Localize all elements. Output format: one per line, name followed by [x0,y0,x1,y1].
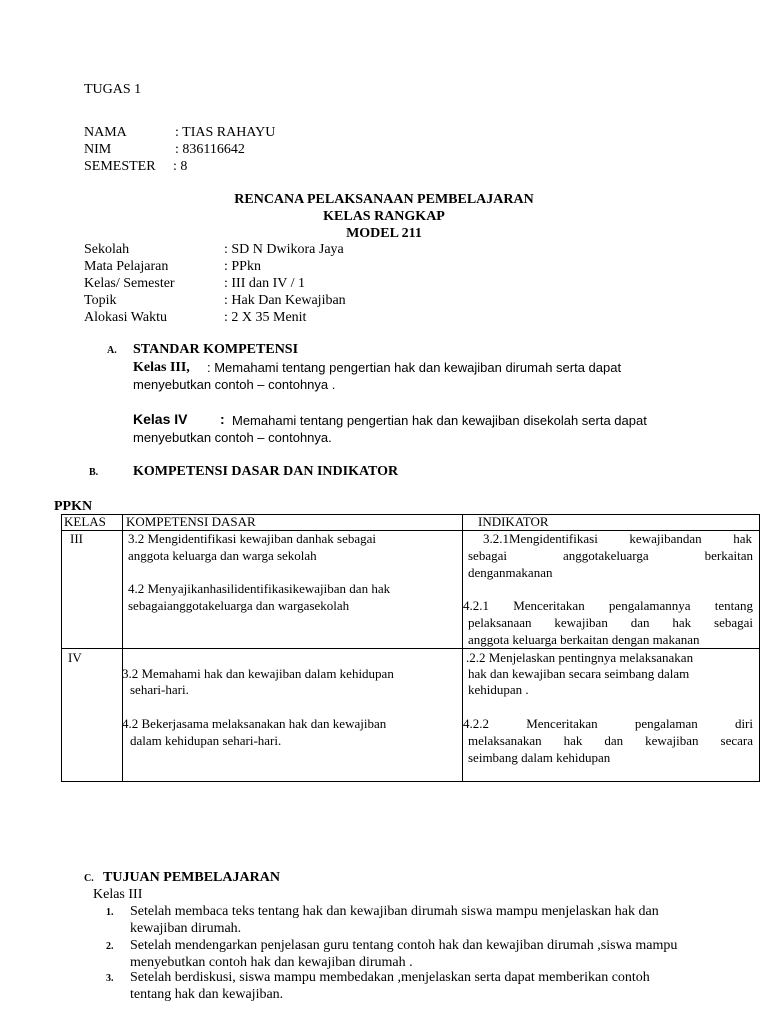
name-value: : TIAS RAHAYU [175,125,276,140]
list-text-cont: kewajiban dirumah. [130,921,242,936]
ind-text: pelaksanaan kewajiban dan hak sebagai [468,615,753,630]
section-b-heading: KOMPETENSI DASAR DAN INDIKATOR [133,464,399,479]
kelas4-colon: : [220,411,225,427]
ind-text: .2.2 Menjelaskan pentingnya melaksanakan [466,650,694,665]
info-value: : Hak Dan Kewajiban [224,293,346,308]
task-title: TUGAS 1 [84,82,142,97]
info-value: : 2 X 35 Menit [224,310,307,325]
kd-text: sehari-hari. [130,682,189,697]
kd-text: 3.2 Memahami hak dan kewajiban dalam kehidupan [122,666,394,681]
semester-label: SEMESTER [84,159,156,174]
table-header-kelas: KELAS [64,514,106,529]
info-label: Alokasi Waktu [84,310,167,325]
ind-text [483,531,752,547]
list-text: Setelah berdiskusi, siswa mampu membedakan ,menjelaskan serta dapat memberikan contoh [130,970,650,985]
ind-text-part: 3.2.1Mengidentifikasi kewajibandan hak [483,531,752,546]
section-c-kelas: Kelas III [93,887,143,902]
ind-text: anggota keluarga berkaitan dengan makanan [468,632,700,647]
list-number: 1. [106,907,114,918]
row-kelas: III [70,531,83,546]
ind-text: 4.2.1 Menceritakan pengalamannya tentang [463,598,753,613]
kelas3-text-cont: menyebutkan contoh – contohnya . [133,377,336,392]
info-label: Kelas/ Semester [84,276,175,291]
table-header-indikator: INDIKATOR [478,514,549,529]
doc-title-line2: KELAS RANGKAP [323,209,445,224]
nim-value: : 836116642 [175,142,245,157]
ind-text: kehidupan . [468,682,529,697]
info-label: Topik [84,293,117,308]
ind-text: denganmakanan [468,565,553,580]
kelas3-label: Kelas III, [133,360,190,375]
section-c-heading: TUJUAN PEMBELAJARAN [103,870,280,885]
list-text-cont: menyebutkan contoh hak dan kewajiban dirumah . [130,955,413,970]
subject-label: PPKN [54,499,93,514]
kd-text: dalam kehidupan sehari-hari. [130,733,282,748]
kd-text: 4.2 Bekerjasama melaksanakan hak dan kewajiban [122,716,387,731]
section-a-marker: A. [107,345,117,356]
ind-text: sebagai anggotakeluarga berkaitan [468,548,753,563]
info-label: Sekolah [84,242,130,257]
list-text-cont: tentang hak dan kewajiban. [130,987,284,1002]
list-text: Setelah mendengarkan penjelasan guru tentang contoh hak dan kewajiban dirumah ,siswa mampu [130,938,678,953]
info-value: : III dan IV / 1 [224,276,305,291]
info-value: : PPkn [224,259,261,274]
section-c-marker: C. [84,873,94,884]
ind-text: hak dan kewajiban secara seimbang dalam [468,666,690,681]
section-a-heading: STANDAR KOMPETENSI [133,342,299,357]
ind-text: seimbang dalam kehidupan [468,750,611,765]
kelas3-text: : Memahami tentang pengertian hak dan kewajiban dirumah serta dapat [207,360,622,375]
kd-text: 4.2 Menyajikanhasilidentifikasikewajiban dan hak [128,581,391,596]
list-number: 2. [106,941,114,952]
doc-title-line3: MODEL 211 [346,226,422,241]
semester-value: : 8 [173,159,188,174]
kd-text: sebagaianggotakeluarga dan wargasekolah [128,598,350,613]
name-label: NAMA [84,125,127,140]
list-number: 3. [106,973,114,984]
nim-label: NIM [84,142,112,157]
info-value: : SD N Dwikora Jaya [224,242,344,257]
doc-title-line1: RENCANA PELAKSANAAN PEMBELAJARAN [234,192,534,207]
list-text: Setelah membaca teks tentang hak dan kewajiban dirumah siswa mampu menjelaskan hak dan [130,904,659,919]
row-kelas: IV [68,650,82,665]
ind-text: melaksanakan hak dan kewajiban secara [468,733,753,748]
kd-text: anggota keluarga dan warga sekolah [128,548,317,563]
table-header-kd: KOMPETENSI DASAR [126,514,256,529]
kelas4-label: Kelas IV [133,411,188,427]
kd-text: 3.2 Mengidentifikasi kewajiban danhak sebagai [128,531,377,546]
section-b-marker: B. [89,467,99,478]
info-label: Mata Pelajaran [84,259,169,274]
ind-text: 4.2.2 Menceritakan pengalaman diri [463,716,753,731]
kelas4-text: Memahami tentang pengertian hak dan kewajiban disekolah serta dapat [232,413,647,428]
kelas4-text-cont: menyebutkan contoh – contohnya. [133,430,332,445]
